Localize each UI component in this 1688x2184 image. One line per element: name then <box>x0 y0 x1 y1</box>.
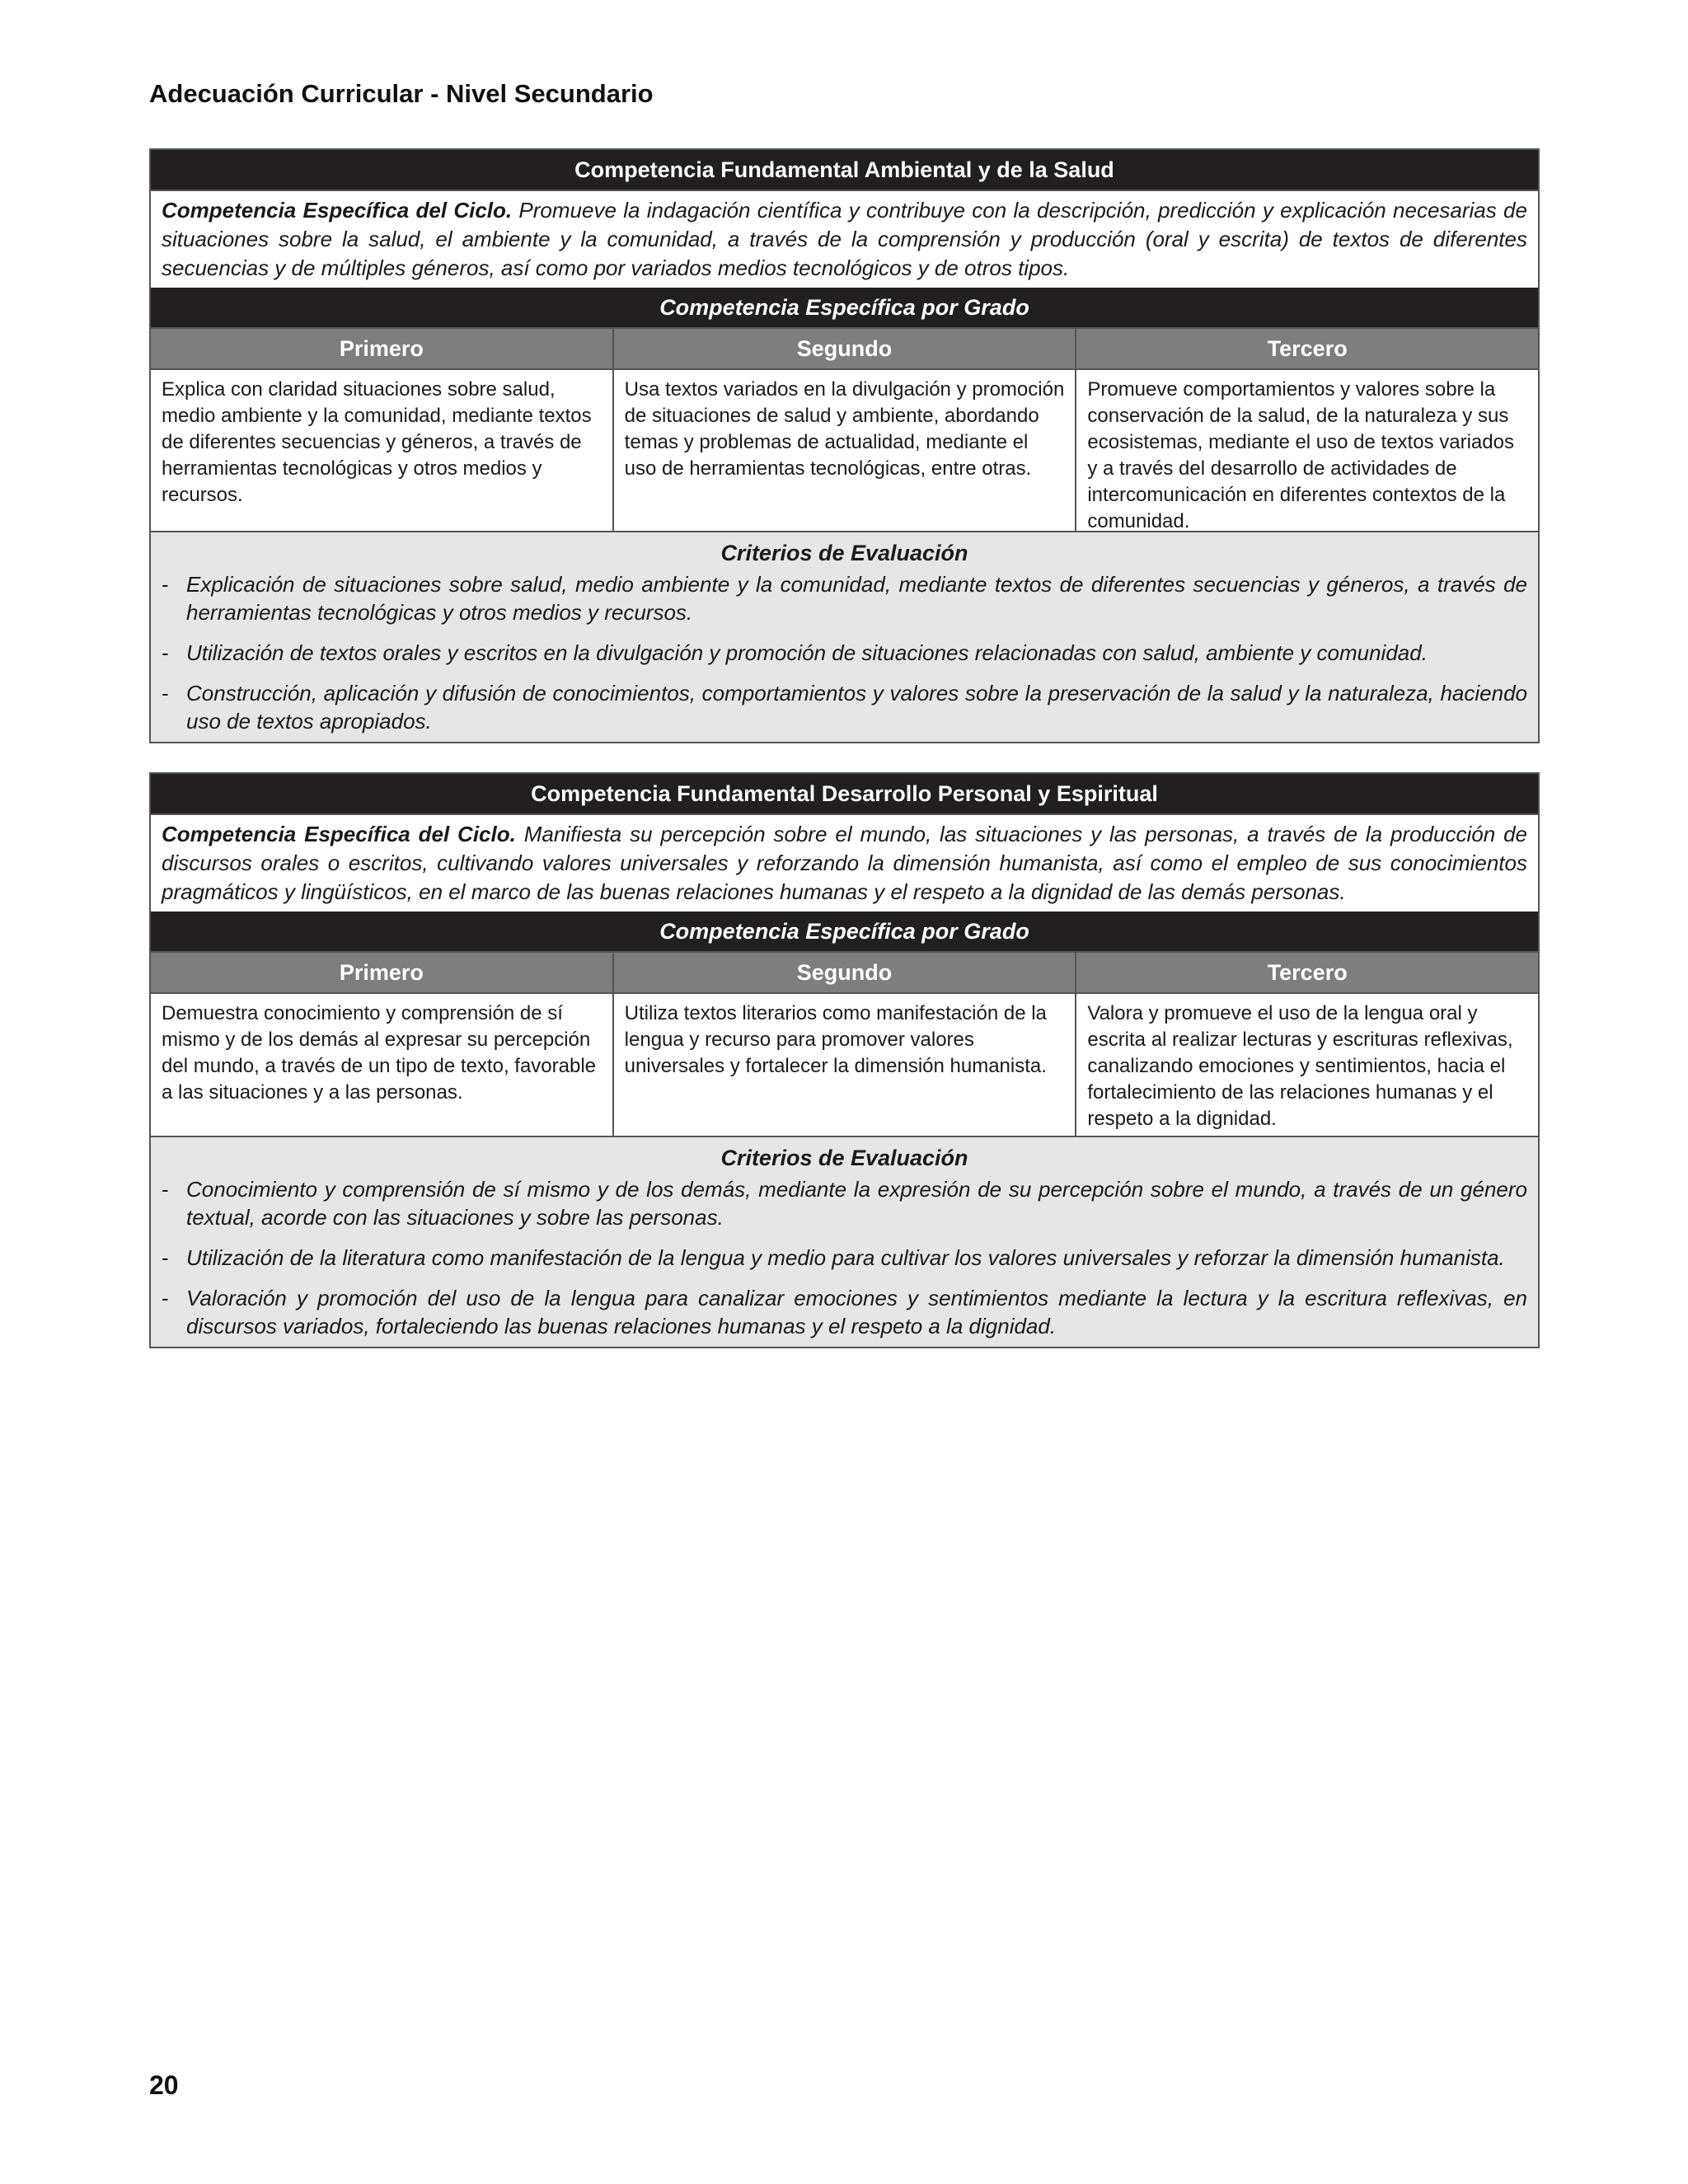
grade-text-segundo: Utiliza textos literarios como manifestación de la lengua y recurso para promover valores universales y fortalecer la dimensión humanista. <box>624 1002 1047 1077</box>
grade-text-primero: Explica con claridad situaciones sobre salud, medio ambiente y la comunidad, mediante textos de diferentes secuencias y géneros, a través de herramientas tecnológicas y otros medios y recursos. <box>162 378 592 506</box>
criteria-item-text: Utilización de textos orales y escritos en la divulgación y promoción de situaciones relacionadas con salud, ambiente y comunidad. <box>186 640 1428 665</box>
grade-header-tercero: Tercero <box>1076 329 1538 370</box>
grade-header-segundo: Segundo <box>614 329 1076 370</box>
grade-content-row <box>151 370 1538 532</box>
criteria-item-text: Explicación de situaciones sobre salud, medio ambiente y la comunidad, mediante textos de diferentes secuencias y géneros, a través de herramientas tecnológicas y otros medios y recursos. <box>186 572 1527 625</box>
grade-text-tercero: Valora y promueve el uso de la lengua oral y escrita al realizar lecturas y escrituras reflexivas, canalizando emociones y sentimientos, hacia el fortalecimiento de las relaciones humanas y el respeto a la dignidad. <box>1087 1002 1513 1130</box>
grade-header-tercero: Tercero <box>1076 953 1538 994</box>
cycle-competency <box>151 191 1538 288</box>
evaluation-criteria <box>151 1137 1538 1347</box>
criteria-item-text: Utilización de la literatura como manifestación de la lengua y medio para cultivar los valores universales y reforzar la dimensión humanista. <box>186 1245 1505 1270</box>
cycle-competency-label: Competencia Específica del Ciclo. <box>162 198 513 223</box>
cycle-competency-label: Competencia Específica del Ciclo. <box>162 822 516 846</box>
fundamental-competency-title: Competencia Fundamental Desarrollo Personal y Espiritual <box>151 774 1538 815</box>
grade-header-row <box>151 953 1538 994</box>
fundamental-competency-title: Competencia Fundamental Ambiental y de la Salud <box>151 150 1538 191</box>
grade-header-primero: Primero <box>151 329 612 370</box>
cycle-competency-text: Manifiesta su percepción sobre el mundo, las situaciones y las personas, a través de la producción de discursos orales o escritos, cultivando valores universales y reforzando la dimensión humanista, así como el empleo de sus conocimientos pragmáticos y lingüísticos, en el marco de las buenas relaciones humanas y el respeto a la dignidad de las demás personas. <box>162 822 1527 904</box>
grade-text-primero: Demuestra conocimiento y comprensión de sí mismo y de los demás al expresar su percepción del mundo, a través de un tipo de texto, favorable a las situaciones y a las personas. <box>162 1002 597 1104</box>
evaluation-criteria <box>151 532 1538 742</box>
page-number: 20 <box>149 2070 179 2100</box>
cycle-competency-text: Promueve la indagación científica y contribuye con la descripción, predicción y explicación necesarias de situaciones sobre la salud, el ambiente y la comunidad, a través de la comprensión y producción (oral y escrita) de textos de diferentes secuencias y de múltiples géneros, así como por variados medios tecnológicos y de otros tipos. <box>162 198 1527 280</box>
criteria-list <box>162 1175 1527 1340</box>
evaluation-criteria-title: Criterios de Evaluación <box>720 1146 968 1170</box>
cycle-competency <box>151 815 1538 912</box>
criteria-item: - Utilización de la literatura como manifestación de la lengua y medio para cultivar los valores universales y reforzar la dimensión humanista. <box>162 1245 1505 1270</box>
grade-content-row <box>151 994 1538 1137</box>
grade-competency-band: Competencia Específica por Grado <box>151 912 1538 953</box>
grade-header-row <box>151 329 1538 370</box>
evaluation-criteria-title: Criterios de Evaluación <box>720 541 968 565</box>
criteria-item: - Conocimiento y comprensión de sí mismo y de los demás, mediante la expresión de su percepción sobre el mundo, a través de un género textual, acorde con las situaciones y sobre las personas. <box>162 1177 1527 1230</box>
criteria-item: - Construcción, aplicación y difusión de conocimientos, comportamientos y valores sobre la preservación de la salud y la naturaleza, haciendo uso de textos apropiados. <box>162 681 1527 733</box>
grade-header-primero: Primero <box>151 953 612 994</box>
criteria-list <box>162 570 1527 735</box>
grade-competency-band: Competencia Específica por Grado <box>151 288 1538 329</box>
criteria-item-text: Valoración y promoción del uso de la lengua para canalizar emociones y sentimientos mediante la lectura y la escritura reflexivas, en discursos variados, fortaleciendo las buenas relaciones humanas y el respeto a la dignidad. <box>186 1286 1527 1338</box>
criteria-item: - Explicación de situaciones sobre salud, medio ambiente y la comunidad, mediante textos de diferentes secuencias y géneros, a través de herramientas tecnológicas y otros medios y recursos. <box>162 572 1527 625</box>
grade-text-tercero: Promueve comportamientos y valores sobre la conservación de la salud, de la naturaleza y sus ecosistemas, mediante el uso de textos variados y a través del desarrollo de actividades de intercomunicación en diferentes contextos de la comunidad. <box>1087 378 1514 532</box>
criteria-item-text: Conocimiento y comprensión de sí mismo y de los demás, mediante la expresión de su percepción sobre el mundo, a través de un género textual, acorde con las situaciones y sobre las personas. <box>186 1177 1527 1230</box>
criteria-item-text: Construcción, aplicación y difusión de conocimientos, comportamientos y valores sobre la preservación de la salud y la naturaleza, haciendo uso de textos apropiados. <box>186 681 1527 733</box>
grade-header-segundo: Segundo <box>614 953 1076 994</box>
grade-text-segundo: Usa textos variados en la divulgación y promoción de situaciones de salud y ambiente, abordando temas y problemas de actualidad, mediante el uso de herramientas tecnológicas, entre otras. <box>624 378 1065 480</box>
competency-block-desarrollo-personal <box>149 772 1540 1348</box>
page-header-title: Adecuación Curricular - Nivel Secundario <box>149 79 654 108</box>
competency-block-ambiental-salud <box>149 148 1540 743</box>
criteria-item: - Utilización de textos orales y escritos en la divulgación y promoción de situaciones relacionadas con salud, ambiente y comunidad. <box>162 640 1428 665</box>
criteria-item: - Valoración y promoción del uso de la lengua para canalizar emociones y sentimientos mediante la lectura y la escritura reflexivas, en discursos variados, fortaleciendo las buenas relaciones humanas y el respeto a la dignidad. <box>162 1286 1527 1338</box>
